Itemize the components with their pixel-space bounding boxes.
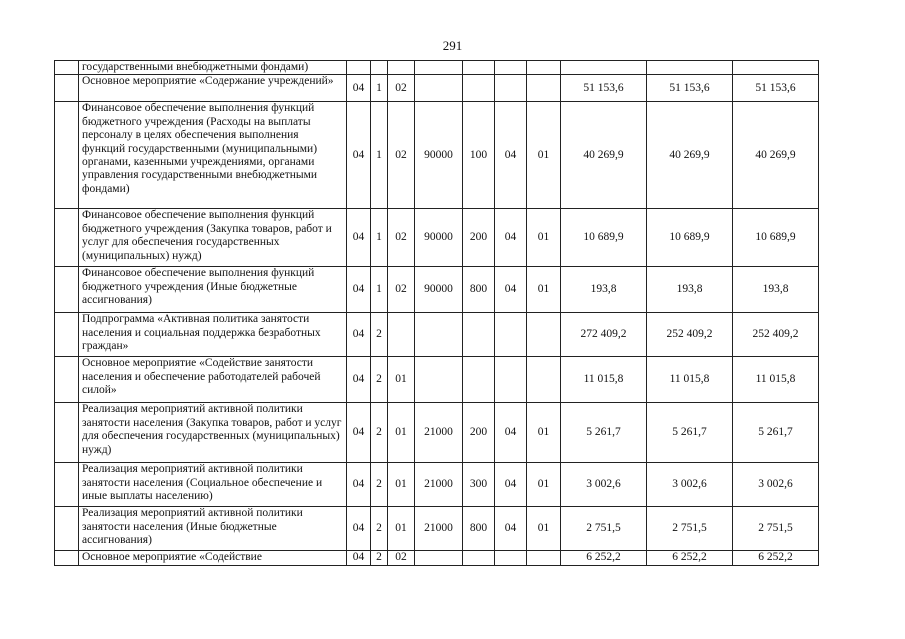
row-c2-cell: 2 — [371, 551, 388, 565]
row-c3-cell: 02 — [388, 267, 415, 313]
row-v3-cell: 11 015,8 — [733, 357, 819, 403]
row-c2-cell: 1 — [371, 75, 388, 102]
row-c7-cell — [527, 75, 561, 102]
row-c5-cell: 100 — [463, 102, 495, 209]
row-c1-cell: 04 — [347, 357, 371, 403]
row-c2-cell: 2 — [371, 357, 388, 403]
row-v3-cell: 3 002,6 — [733, 463, 819, 507]
row-c5-cell — [463, 61, 495, 75]
table-row — [55, 61, 819, 75]
row-c4-cell — [415, 551, 463, 565]
row-c6-cell — [495, 75, 527, 102]
row-v3-cell: 5 261,7 — [733, 403, 819, 463]
row-c1-cell: 04 — [347, 267, 371, 313]
row-c5-cell — [463, 313, 495, 357]
row-c6-cell — [495, 61, 527, 75]
row-c6-cell: 04 — [495, 102, 527, 209]
row-v3-cell: 2 751,5 — [733, 507, 819, 551]
row-v1-cell: 3 002,6 — [561, 463, 647, 507]
row-c2-cell: 2 — [371, 507, 388, 551]
row-c2-cell: 1 — [371, 267, 388, 313]
row-c1-cell: 04 — [347, 463, 371, 507]
row-v1-cell: 193,8 — [561, 267, 647, 313]
row-v1-cell: 272 409,2 — [561, 313, 647, 357]
table-row — [55, 551, 819, 565]
row-c4-cell — [415, 357, 463, 403]
row-c5-cell — [463, 75, 495, 102]
row-c3-cell — [388, 61, 415, 75]
row-c5-cell: 300 — [463, 463, 495, 507]
row-c2-cell: 1 — [371, 209, 388, 267]
row-c4-cell: 90000 — [415, 102, 463, 209]
row-name-cell: Реализация мероприятий активной политики занятости населения (Закупка товаров, работ и услуг для обеспечения государственных (муниципальных) нужд) — [79, 403, 347, 463]
row-c3-cell: 01 — [388, 507, 415, 551]
table-row — [55, 313, 819, 357]
row-index-cell — [55, 507, 79, 551]
row-name-cell: Реализация мероприятий активной политики занятости населения (Социальное обеспечение и иные выплаты населению) — [79, 463, 347, 507]
table-body — [55, 61, 819, 566]
row-c4-cell — [415, 61, 463, 75]
row-c2-cell: 2 — [371, 313, 388, 357]
row-c6-cell: 04 — [495, 463, 527, 507]
row-name-cell: Основное мероприятие «Содействие — [79, 551, 347, 565]
row-c1-cell: 04 — [347, 551, 371, 565]
row-c5-cell: 800 — [463, 507, 495, 551]
row-c6-cell: 04 — [495, 507, 527, 551]
row-index-cell — [55, 403, 79, 463]
row-index-cell — [55, 267, 79, 313]
row-c3-cell: 02 — [388, 102, 415, 209]
table-row — [55, 75, 819, 102]
row-c2-cell — [371, 61, 388, 75]
row-v1-cell: 40 269,9 — [561, 102, 647, 209]
row-v1-cell — [561, 61, 647, 75]
row-index-cell — [55, 102, 79, 209]
row-c6-cell — [495, 551, 527, 565]
table-row — [55, 102, 819, 209]
row-c3-cell — [388, 313, 415, 357]
row-c7-cell: 01 — [527, 209, 561, 267]
row-c1-cell: 04 — [347, 507, 371, 551]
row-v3-cell: 193,8 — [733, 267, 819, 313]
row-c5-cell — [463, 551, 495, 565]
row-v1-cell: 2 751,5 — [561, 507, 647, 551]
table-row — [55, 209, 819, 267]
budget-table — [54, 60, 819, 566]
row-c7-cell — [527, 61, 561, 75]
row-v2-cell: 11 015,8 — [647, 357, 733, 403]
row-c6-cell — [495, 357, 527, 403]
row-c7-cell — [527, 357, 561, 403]
row-name-cell: Подпрограмма «Активная политика занятости населения и социальная поддержка безработных граждан» — [79, 313, 347, 357]
row-c7-cell: 01 — [527, 403, 561, 463]
row-c5-cell — [463, 357, 495, 403]
row-c7-cell: 01 — [527, 102, 561, 209]
row-c5-cell: 800 — [463, 267, 495, 313]
row-v2-cell: 6 252,2 — [647, 551, 733, 565]
row-c7-cell: 01 — [527, 507, 561, 551]
row-v2-cell: 193,8 — [647, 267, 733, 313]
row-v2-cell: 252 409,2 — [647, 313, 733, 357]
row-index-cell — [55, 313, 79, 357]
row-c2-cell: 2 — [371, 403, 388, 463]
row-v2-cell: 40 269,9 — [647, 102, 733, 209]
row-v2-cell: 51 153,6 — [647, 75, 733, 102]
row-c5-cell: 200 — [463, 209, 495, 267]
row-c3-cell: 01 — [388, 357, 415, 403]
row-c5-cell: 200 — [463, 403, 495, 463]
row-v1-cell: 51 153,6 — [561, 75, 647, 102]
row-name-cell: государственными внебюджетными фондами) — [79, 61, 347, 75]
row-c7-cell — [527, 313, 561, 357]
table-row — [55, 463, 819, 507]
row-name-cell: Финансовое обеспечение выполнения функций бюджетного учреждения (Иные бюджетные ассигнования) — [79, 267, 347, 313]
row-name-cell: Финансовое обеспечение выполнения функций бюджетного учреждения (Закупка товаров, работ и услуг для обеспечения государственных (муниципальных) нужд) — [79, 209, 347, 267]
row-c2-cell: 1 — [371, 102, 388, 209]
row-c2-cell: 2 — [371, 463, 388, 507]
row-c6-cell: 04 — [495, 209, 527, 267]
row-index-cell — [55, 463, 79, 507]
row-c3-cell: 02 — [388, 209, 415, 267]
row-v2-cell — [647, 61, 733, 75]
row-c4-cell: 90000 — [415, 267, 463, 313]
row-c3-cell: 02 — [388, 551, 415, 565]
row-c1-cell: 04 — [347, 403, 371, 463]
row-c6-cell — [495, 313, 527, 357]
row-v2-cell: 2 751,5 — [647, 507, 733, 551]
row-name-cell: Основное мероприятие «Содержание учреждений» — [79, 75, 347, 102]
row-name-cell: Основное мероприятие «Содействие занятости населения и обеспечение работодателей рабочей силой» — [79, 357, 347, 403]
row-c4-cell — [415, 313, 463, 357]
row-v1-cell: 6 252,2 — [561, 551, 647, 565]
row-index-cell — [55, 75, 79, 102]
row-c3-cell: 01 — [388, 463, 415, 507]
row-index-cell — [55, 61, 79, 75]
table-row — [55, 267, 819, 313]
row-v1-cell: 5 261,7 — [561, 403, 647, 463]
page-number: 291 — [442, 38, 463, 53]
row-name-cell: Реализация мероприятий активной политики занятости населения (Иные бюджетные ассигнования) — [79, 507, 347, 551]
row-v2-cell: 10 689,9 — [647, 209, 733, 267]
row-c1-cell — [347, 61, 371, 75]
row-index-cell — [55, 357, 79, 403]
row-c1-cell: 04 — [347, 313, 371, 357]
row-c1-cell: 04 — [347, 75, 371, 102]
row-c3-cell: 02 — [388, 75, 415, 102]
row-index-cell — [55, 209, 79, 267]
table-row — [55, 357, 819, 403]
row-index-cell — [55, 551, 79, 565]
row-c6-cell: 04 — [495, 403, 527, 463]
row-c4-cell: 90000 — [415, 209, 463, 267]
row-v2-cell: 5 261,7 — [647, 403, 733, 463]
row-v2-cell: 3 002,6 — [647, 463, 733, 507]
row-c6-cell: 04 — [495, 267, 527, 313]
row-name-cell: Финансовое обеспечение выполнения функций бюджетного учреждения (Расходы на выплаты персоналу в целях обеспечения выполнения функций государственными (муниципальными) органами, казенными учреждениями, органами управления государственными внебюджетными фондами) — [79, 102, 347, 209]
row-c7-cell — [527, 551, 561, 565]
row-c4-cell: 21000 — [415, 463, 463, 507]
row-c1-cell: 04 — [347, 102, 371, 209]
row-v3-cell: 6 252,2 — [733, 551, 819, 565]
row-v3-cell: 51 153,6 — [733, 75, 819, 102]
row-c1-cell: 04 — [347, 209, 371, 267]
row-v3-cell: 40 269,9 — [733, 102, 819, 209]
table-row — [55, 507, 819, 551]
row-c7-cell: 01 — [527, 463, 561, 507]
row-c3-cell: 01 — [388, 403, 415, 463]
row-v1-cell: 11 015,8 — [561, 357, 647, 403]
row-c7-cell: 01 — [527, 267, 561, 313]
row-v3-cell — [733, 61, 819, 75]
row-v3-cell: 252 409,2 — [733, 313, 819, 357]
table-row — [55, 403, 819, 463]
row-c4-cell — [415, 75, 463, 102]
row-c4-cell: 21000 — [415, 507, 463, 551]
row-c4-cell: 21000 — [415, 403, 463, 463]
row-v3-cell: 10 689,9 — [733, 209, 819, 267]
row-v1-cell: 10 689,9 — [561, 209, 647, 267]
